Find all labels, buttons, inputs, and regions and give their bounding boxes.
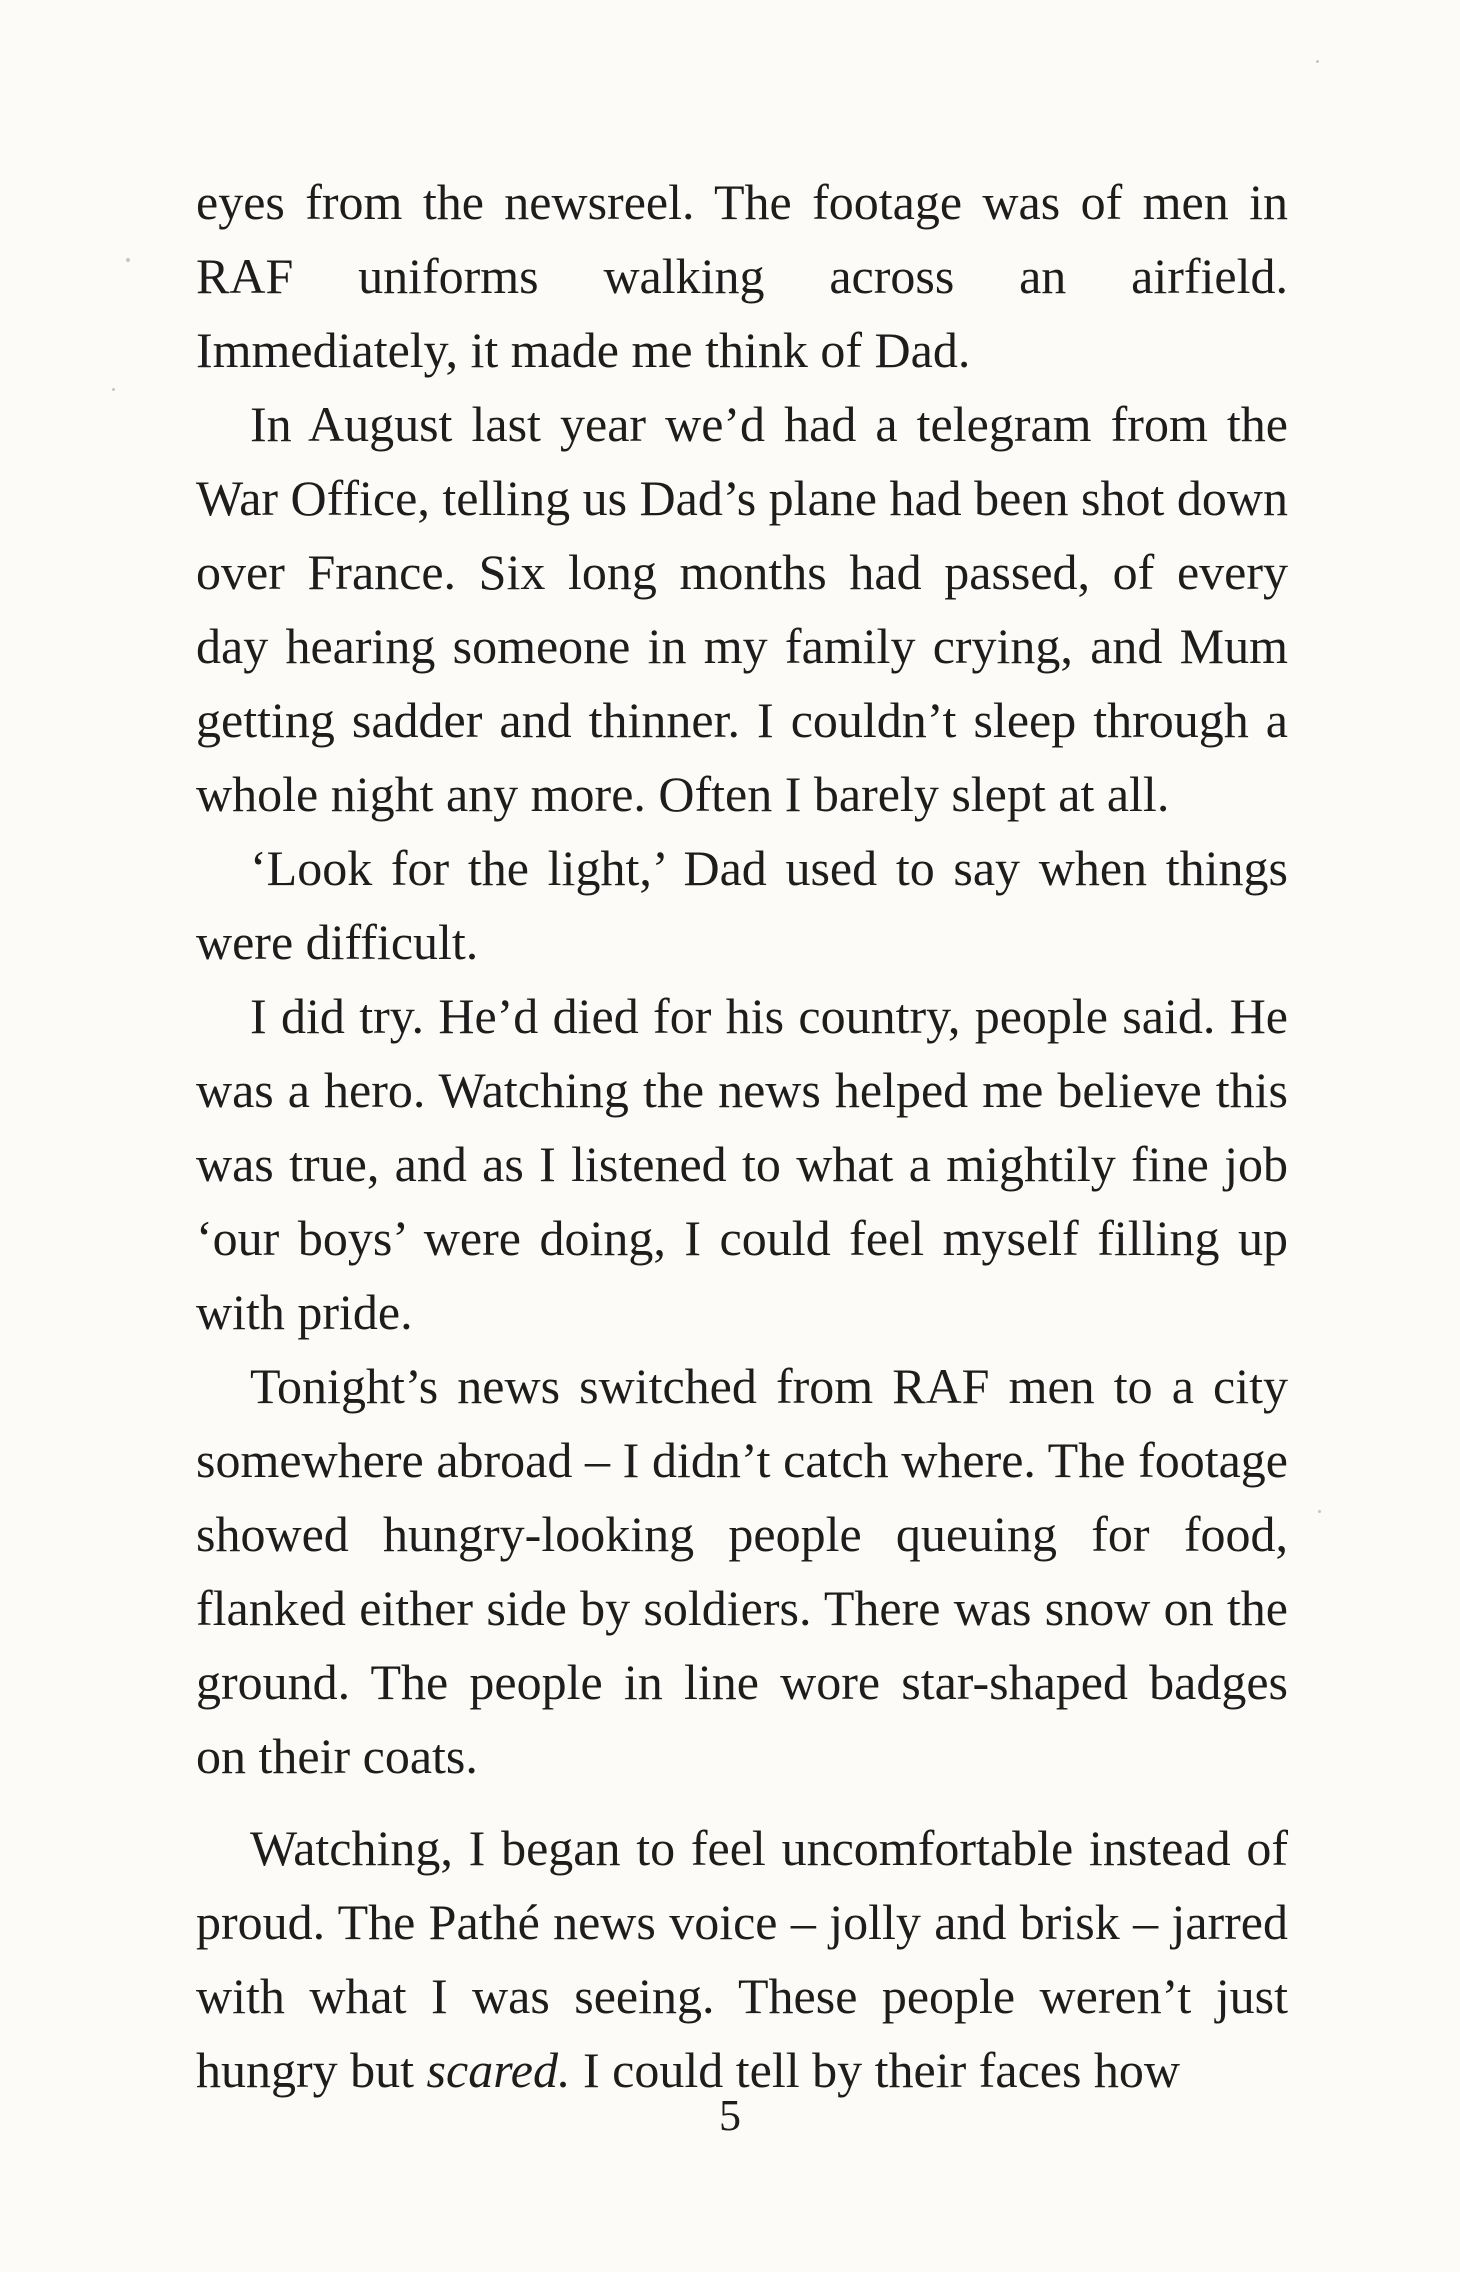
paragraph-6-text-after: I could tell by their faces how	[570, 2042, 1181, 2098]
paper-speck	[126, 258, 130, 262]
paper-speck	[1316, 60, 1319, 63]
paragraph-3: ‘Look for the light,’ Dad used to say when things were difficult.	[196, 840, 1288, 970]
paper-speck	[1318, 1510, 1321, 1513]
emphasis-scared: scared.	[426, 2042, 571, 2098]
paragraph-5: Tonight’s news switched from RAF men to a city somewhere abroad – I didn’t catch where. The footage showed hungry-looking people queuing for food, flanked either side by soldiers. There was snow on the ground. The people in line wore star-shaped badges on their coats.	[196, 1358, 1288, 1784]
paragraph-6	[196, 1811, 1288, 2107]
paragraph-2: In August last year we’d had a telegram from the War Office, telling us Dad’s plane had been shot down over France. Six long months had passed, of every day hearing someone in my family crying, and Mum getting sadder and thinner. I couldn’t sleep through a whole night any more. Often I barely slept at all.	[196, 396, 1288, 822]
paragraph-6-text-before: Watching, I began to feel uncomfortable instead of proud. The Pathé news voice – jolly and brisk – jarred with what I was seeing. These people weren’t just hungry but	[196, 1820, 1288, 2098]
page-number: 5	[719, 2091, 741, 2140]
paragraph-1: eyes from the newsreel. The footage was of men in RAF uniforms walking across an airfield. Immediately, it made me think of Dad.	[196, 174, 1288, 378]
paper-speck	[112, 388, 115, 391]
paragraph-4: I did try. He’d died for his country, people said. He was a hero. Watching the news helped me believe this was true, and as I listened to what a mightily fine job ‘our boys’ were doing, I could feel myself filling up with pride.	[196, 988, 1288, 1340]
body-text	[196, 165, 1288, 2107]
